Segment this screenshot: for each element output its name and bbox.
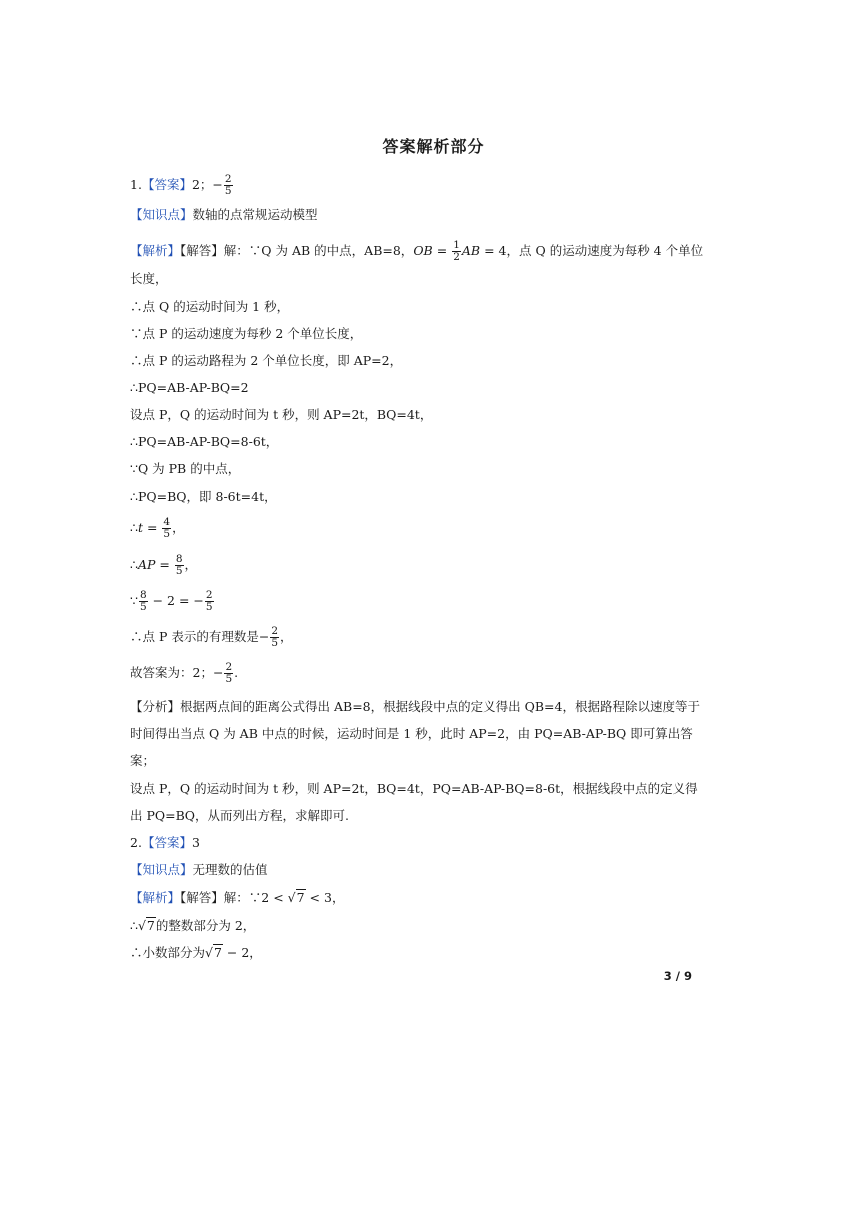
q1-l15-fraction: $\frac{2}{5}$: [225, 661, 233, 685]
q1-line-7: 设点 P，Q 的运动时间为 t 秒，则 AP=2t，BQ=4t，: [130, 407, 433, 422]
q1-line-9: ∵Q 为 PB 的中点，: [130, 461, 241, 476]
q1-analysis-tag: 【解析】: [130, 243, 181, 258]
page-number: 3 / 9: [663, 969, 692, 983]
q2-knowledge-text: 无理数的估值: [192, 862, 268, 877]
q1-line-10: ∴PQ=BQ，即 8-6t=4t，: [130, 489, 277, 504]
q1-knowledge-text: 数轴的点常规运动模型: [192, 207, 318, 222]
q2-sqrt-7-b: √7: [137, 918, 155, 933]
q1-line-12: ∴AP = $\frac{8}{5}$ ，: [130, 553, 198, 577]
q2-solution-tag: 【解答】: [180, 890, 224, 905]
q1-number: 1.: [130, 177, 142, 192]
q1-line-13: ∵ $\frac{8}{5}$ − 2 = − $\frac{2}{5}$: [130, 589, 213, 613]
q2-line-3: ∴小数部分为√7 − 2，: [130, 945, 262, 960]
q1-line-4: ∵点 P 的运动速度为每秒 2 个单位长度，: [130, 326, 363, 341]
q1-fenxi-paragraph-2: 设点 P，Q 的运动时间为 t 秒，则 AP=2t，BQ=4t，PQ=AB-AP-BQ=8-6t，根据线段中点的定义得出 PQ=BQ，从而列出方程，求解即可.: [130, 781, 698, 823]
q1-answer-line: [130, 174, 710, 197]
q1-var-t: t: [137, 520, 143, 535]
q1-l1-eq2: = 4: [484, 243, 507, 258]
q1-l13-fraction-2: $\frac{2}{5}$: [205, 589, 213, 613]
q2-line-2: ∴√7的整数部分为 2，: [130, 918, 256, 933]
q1-line-11: ∴t = $\frac{4}{5}$ ，: [130, 516, 185, 540]
q1-line-14: ∴点 P 表示的有理数是− $\frac{2}{5}$ ，: [130, 625, 293, 649]
q1-line-6: ∴PQ=AB-AP-BQ=2: [130, 380, 249, 395]
q1-line-15: 故答案为：2；− $\frac{2}{5}$ .: [130, 661, 239, 685]
q2-answer-line: [130, 834, 710, 852]
q1-line-5: ∴点 P 的运动路程为 2 个单位长度，即 AP=2，: [130, 353, 403, 368]
q1-knowledge-tag: 【知识点】: [130, 207, 193, 222]
q1-knowledge-line: [130, 206, 710, 224]
q1-answer-fraction: $\frac{2}{5}$: [224, 173, 232, 197]
q1-l1-text: 解：∵Q 为 AB 的中点，AB=8，: [223, 243, 414, 258]
q1-l11-fraction: $\frac{4}{5}$: [163, 516, 171, 540]
page-title: 答案解析部分: [382, 137, 485, 156]
q1-line-3: ∴点 Q 的运动时间为 1 秒，: [130, 299, 290, 314]
q1-fenxi-tag: 【分析】: [130, 699, 181, 714]
q2-analysis-line-1: 【解析】【解答】解：∵2 < √7 < 3，: [130, 890, 345, 905]
q2-number: 2.: [130, 835, 142, 850]
q1-answer-text: 2；: [191, 177, 213, 192]
q1-l1-fraction: $\frac{1}{2}$: [453, 239, 460, 263]
q1-fenxi-text: 根据两点间的距离公式得出 AB=8，根据线段中点的定义得出 QB=4，根据路程除以速度等于时间得出当点 Q 为 AB 中点的时候，运动时间是 1 秒，此时 AP=2，由 PQ=AB-AP-BQ 即可算出答案；: [130, 699, 700, 768]
q1-l1-ab: AB: [461, 243, 481, 258]
q1-l1-rest: ，点 Q 的运动速度为每秒 4 个单位: [506, 243, 704, 258]
q1-fenxi-paragraph: [130, 693, 710, 774]
q2-sqrt-7-c: √7: [205, 945, 222, 960]
q1-l14-fraction: $\frac{2}{5}$: [271, 625, 279, 649]
q1-analysis-line-1: [130, 240, 710, 263]
q2-answer-tag: 【答案】: [141, 835, 192, 850]
q1-line-2: 长度，: [130, 271, 168, 286]
q2-analysis-tag: 【解析】: [130, 890, 181, 905]
q1-solution-tag: 【解答】: [180, 243, 224, 258]
q1-answer-sign: −: [212, 177, 223, 192]
q1-l1-ob: OB: [413, 243, 433, 258]
q2-knowledge-line: [130, 861, 710, 879]
q1-answer-tag: 【答案】: [141, 177, 192, 192]
q1-l1-eq: =: [436, 243, 448, 258]
q2-sqrt-7: √7: [287, 890, 305, 905]
q2-answer-text: 3: [191, 835, 200, 850]
q1-var-ap: AP: [137, 557, 156, 572]
q2-knowledge-tag: 【知识点】: [130, 862, 193, 877]
q1-l13-fraction: $\frac{8}{5}$: [139, 589, 147, 613]
q1-l12-fraction: $\frac{8}{5}$: [175, 553, 183, 577]
q1-line-8: ∴PQ=AB-AP-BQ=8-6t，: [130, 434, 279, 449]
